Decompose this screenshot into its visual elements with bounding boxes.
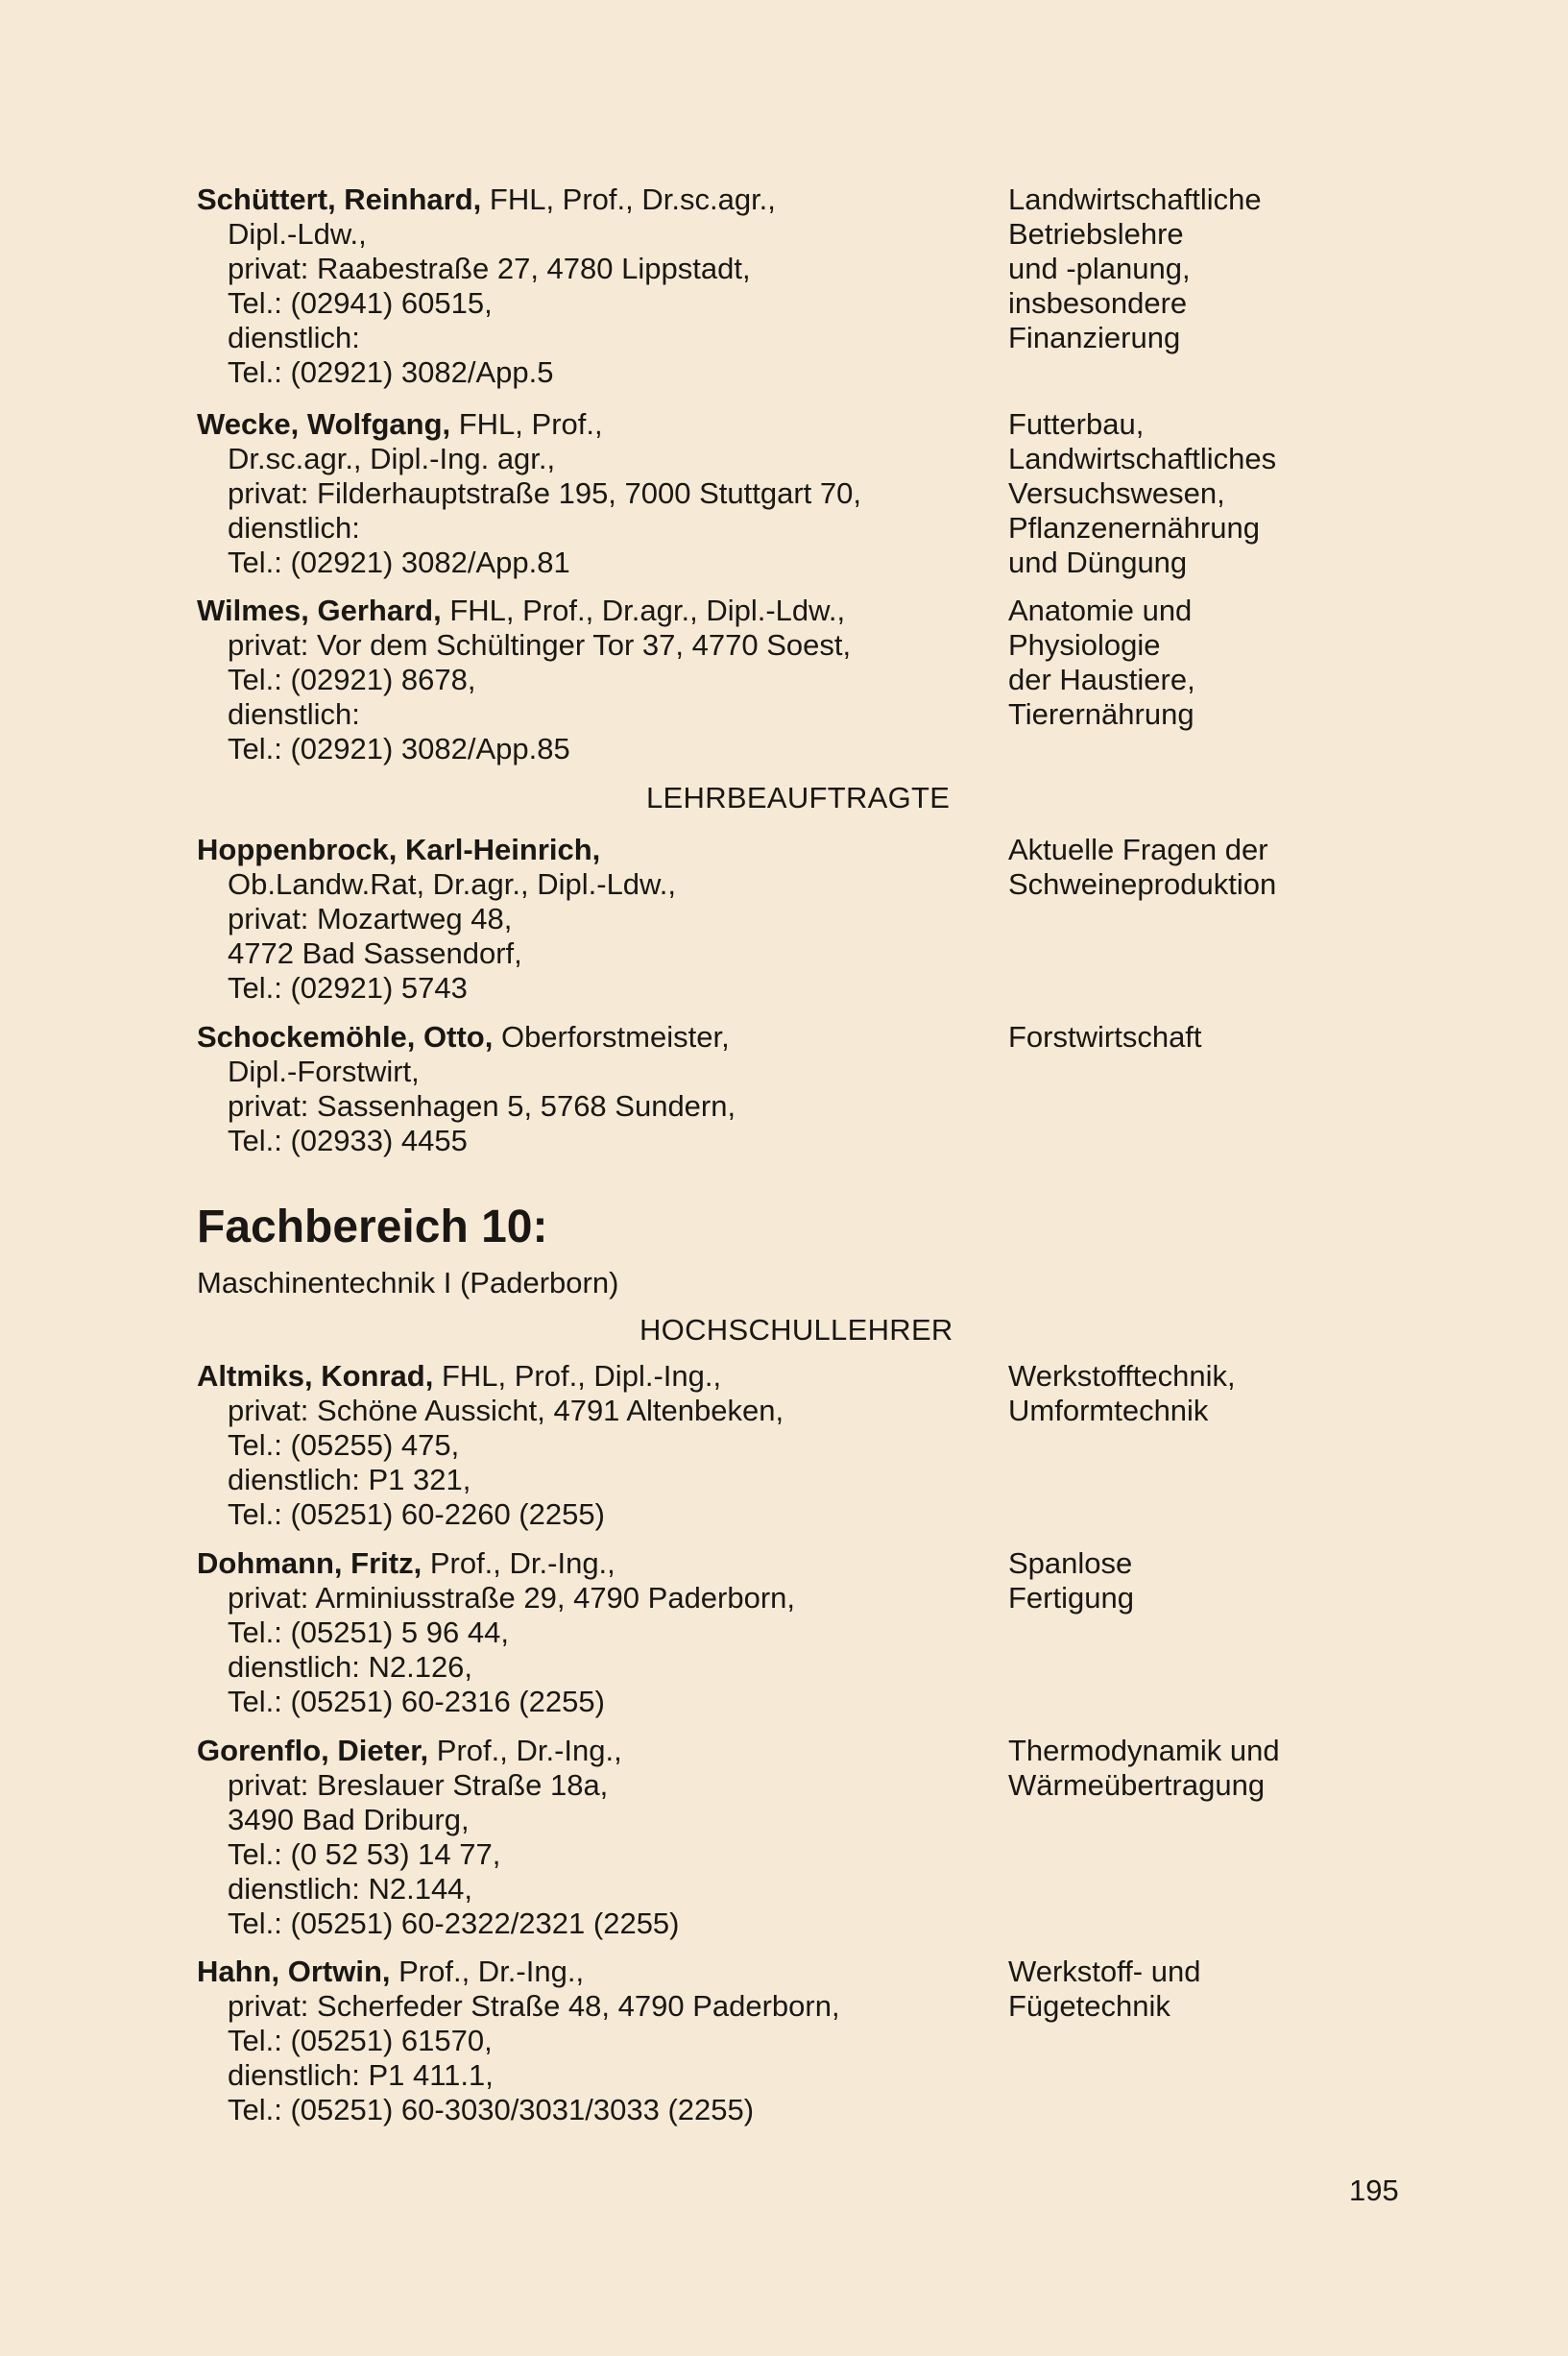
entry-person-block [197, 182, 984, 390]
person-name: Hoppenbrock, Karl-Heinrich, [197, 833, 601, 866]
subject-line: und -planung, [1008, 252, 1191, 285]
person-detail-line: privat: Schöne Aussicht, 4791 Altenbeken, [228, 1394, 784, 1427]
person-detail-line: privat: Raabestraße 27, 4780 Lippstadt, [228, 252, 751, 285]
subject-line: Landwirtschaftliches [1008, 442, 1277, 475]
person-detail-line: Tel.: (05255) 475, [228, 1428, 460, 1462]
subject-line: Landwirtschaftliche [1008, 182, 1262, 216]
entry-person-block [197, 1359, 984, 1532]
entry-person-block [197, 1546, 984, 1719]
person-detail-line: privat: Vor dem Schültinger Tor 37, 4770 Soest, [228, 628, 852, 662]
entry-person-block [197, 407, 984, 580]
person-detail-line: privat: Scherfeder Straße 48, 4790 Paderborn, [228, 1989, 840, 2023]
entry-person-block [197, 1734, 984, 1941]
person-detail-line: Dipl.-Ldw., [228, 217, 367, 251]
subject-line: Anatomie und [1008, 594, 1193, 627]
person-name: Wecke, Wolfgang, [197, 407, 451, 441]
person-detail-line: 3490 Bad Driburg, [228, 1803, 470, 1836]
person-title: Prof., Dr.-Ing., [428, 1734, 622, 1767]
subject-line: Werkstoff- und [1008, 1955, 1201, 1988]
person-name: Schockemöhle, Otto, [197, 1020, 494, 1054]
person-detail-line: Tel.: (02921) 8678, [228, 663, 476, 696]
person-detail-line: Tel.: (05251) 60-2322/2321 (2255) [228, 1907, 680, 1940]
person-detail-line: Ob.Landw.Rat, Dr.agr., Dipl.-Ldw., [228, 867, 676, 901]
subject-line: insbesondere [1008, 286, 1188, 320]
person-title: Prof., Dr.-Ing., [422, 1546, 615, 1580]
person-detail-line: dienstlich: [228, 321, 360, 354]
subject-line: Schweineproduktion [1008, 867, 1277, 901]
person-detail-line: 4772 Bad Sassendorf, [228, 936, 522, 970]
entry-subject-block [1008, 182, 1450, 355]
subject-line: Werkstofftechnik, [1008, 1359, 1236, 1393]
subject-line: Betriebslehre [1008, 217, 1184, 251]
subject-line: Fügetechnik [1008, 1989, 1170, 2023]
entry-subject-block [1008, 407, 1450, 580]
person-detail-line: privat: Filderhauptstraße 195, 7000 Stuttgart 70, [228, 476, 861, 510]
subject-line: Aktuelle Fragen der [1008, 833, 1268, 866]
subject-line: Physiologie [1008, 628, 1161, 662]
person-title: FHL, Prof., Dr.sc.agr., [481, 182, 776, 216]
entry-subject-block [1008, 1955, 1450, 2024]
person-detail-line: privat: Mozartweg 48, [228, 902, 513, 935]
person-detail-line: Dr.sc.agr., Dipl.-Ing. agr., [228, 442, 556, 475]
person-detail-line: dienstlich: [228, 697, 360, 731]
subject-line: Umformtechnik [1008, 1394, 1209, 1427]
person-name: Altmiks, Konrad, [197, 1359, 434, 1393]
person-detail-line: privat: Breslauer Straße 18a, [228, 1768, 609, 1802]
section-heading-hochschullehrer: HOCHSCHULLEHRER [639, 1313, 953, 1347]
person-detail-line: Tel.: (02921) 5743 [228, 971, 468, 1005]
subject-line: Spanlose [1008, 1546, 1133, 1580]
entry-person-block [197, 1020, 984, 1158]
subject-line: Pflanzenernährung [1008, 511, 1260, 545]
person-detail-line: Tel.: (02941) 60515, [228, 286, 493, 320]
fachbereich-subtitle: Maschinentechnik I (Paderborn) [197, 1266, 619, 1299]
person-detail-line: Tel.: (0 52 53) 14 77, [228, 1837, 501, 1871]
subject-line: Tierernährung [1008, 697, 1194, 731]
subject-line: Thermodynamik und [1008, 1734, 1280, 1767]
person-detail-line: Tel.: (02933) 4455 [228, 1124, 468, 1157]
fachbereich-title: Fachbereich 10: [197, 1202, 548, 1252]
entry-subject-block [1008, 1359, 1450, 1428]
person-name: Schüttert, Reinhard, [197, 182, 482, 216]
person-title: FHL, Prof., Dr.agr., Dipl.-Ldw., [441, 594, 846, 627]
entry-person-block [197, 833, 984, 1006]
person-detail-line: Tel.: (02921) 3082/App.85 [228, 732, 570, 765]
entry-person-block [197, 1955, 984, 2127]
subject-line: Futterbau, [1008, 407, 1145, 441]
person-detail-line: dienstlich: P1 411.1, [228, 2058, 494, 2092]
entry-person-block [197, 594, 984, 766]
person-name: Gorenflo, Dieter, [197, 1734, 429, 1767]
entry-subject-block [1008, 1734, 1450, 1803]
person-title: FHL, Prof., Dipl.-Ing., [433, 1359, 722, 1393]
entry-subject-block [1008, 833, 1450, 902]
subject-line: Wärmeübertragung [1008, 1768, 1266, 1802]
person-detail-line: Tel.: (05251) 60-3030/3031/3033 (2255) [228, 2093, 755, 2126]
person-detail-line: dienstlich: N2.144, [228, 1872, 473, 1906]
section-heading-lehrbeauftragte: LEHRBEAUFTRAGTE [646, 781, 951, 814]
entry-subject-block [1008, 594, 1450, 732]
person-title: FHL, Prof., [450, 407, 603, 441]
person-name: Hahn, Ortwin, [197, 1955, 391, 1988]
person-detail-line: Tel.: (02921) 3082/App.81 [228, 546, 570, 579]
subject-line: der Haustiere, [1008, 663, 1195, 696]
person-detail-line: Tel.: (05251) 60-2316 (2255) [228, 1685, 605, 1718]
subject-line: und Düngung [1008, 546, 1188, 579]
person-detail-line: Tel.: (05251) 60-2260 (2255) [228, 1497, 605, 1531]
subject-line: Fertigung [1008, 1581, 1134, 1615]
subject-line: Finanzierung [1008, 321, 1181, 354]
page-number: 195 [1349, 2174, 1399, 2207]
subject-line: Forstwirtschaft [1008, 1020, 1202, 1054]
person-name: Dohmann, Fritz, [197, 1546, 422, 1580]
person-title: Prof., Dr.-Ing., [390, 1955, 585, 1988]
person-detail-line: dienstlich: [228, 511, 360, 545]
person-detail-line: dienstlich: N2.126, [228, 1650, 473, 1684]
person-detail-line: privat: Arminiusstraße 29, 4790 Paderborn, [228, 1581, 796, 1615]
person-detail-line: Tel.: (02921) 3082/App.5 [228, 355, 554, 389]
entry-subject-block [1008, 1546, 1450, 1615]
person-detail-line: Tel.: (05251) 5 96 44, [228, 1615, 509, 1649]
entry-subject-block [1008, 1020, 1450, 1055]
person-detail-line: dienstlich: P1 321, [228, 1463, 471, 1496]
person-detail-line: privat: Sassenhagen 5, 5768 Sundern, [228, 1089, 736, 1123]
person-name: Wilmes, Gerhard, [197, 594, 442, 627]
person-title: Oberforstmeister, [493, 1020, 730, 1054]
subject-line: Versuchswesen, [1008, 476, 1225, 510]
person-detail-line: Dipl.-Forstwirt, [228, 1055, 420, 1088]
person-detail-line: Tel.: (05251) 61570, [228, 2024, 493, 2057]
